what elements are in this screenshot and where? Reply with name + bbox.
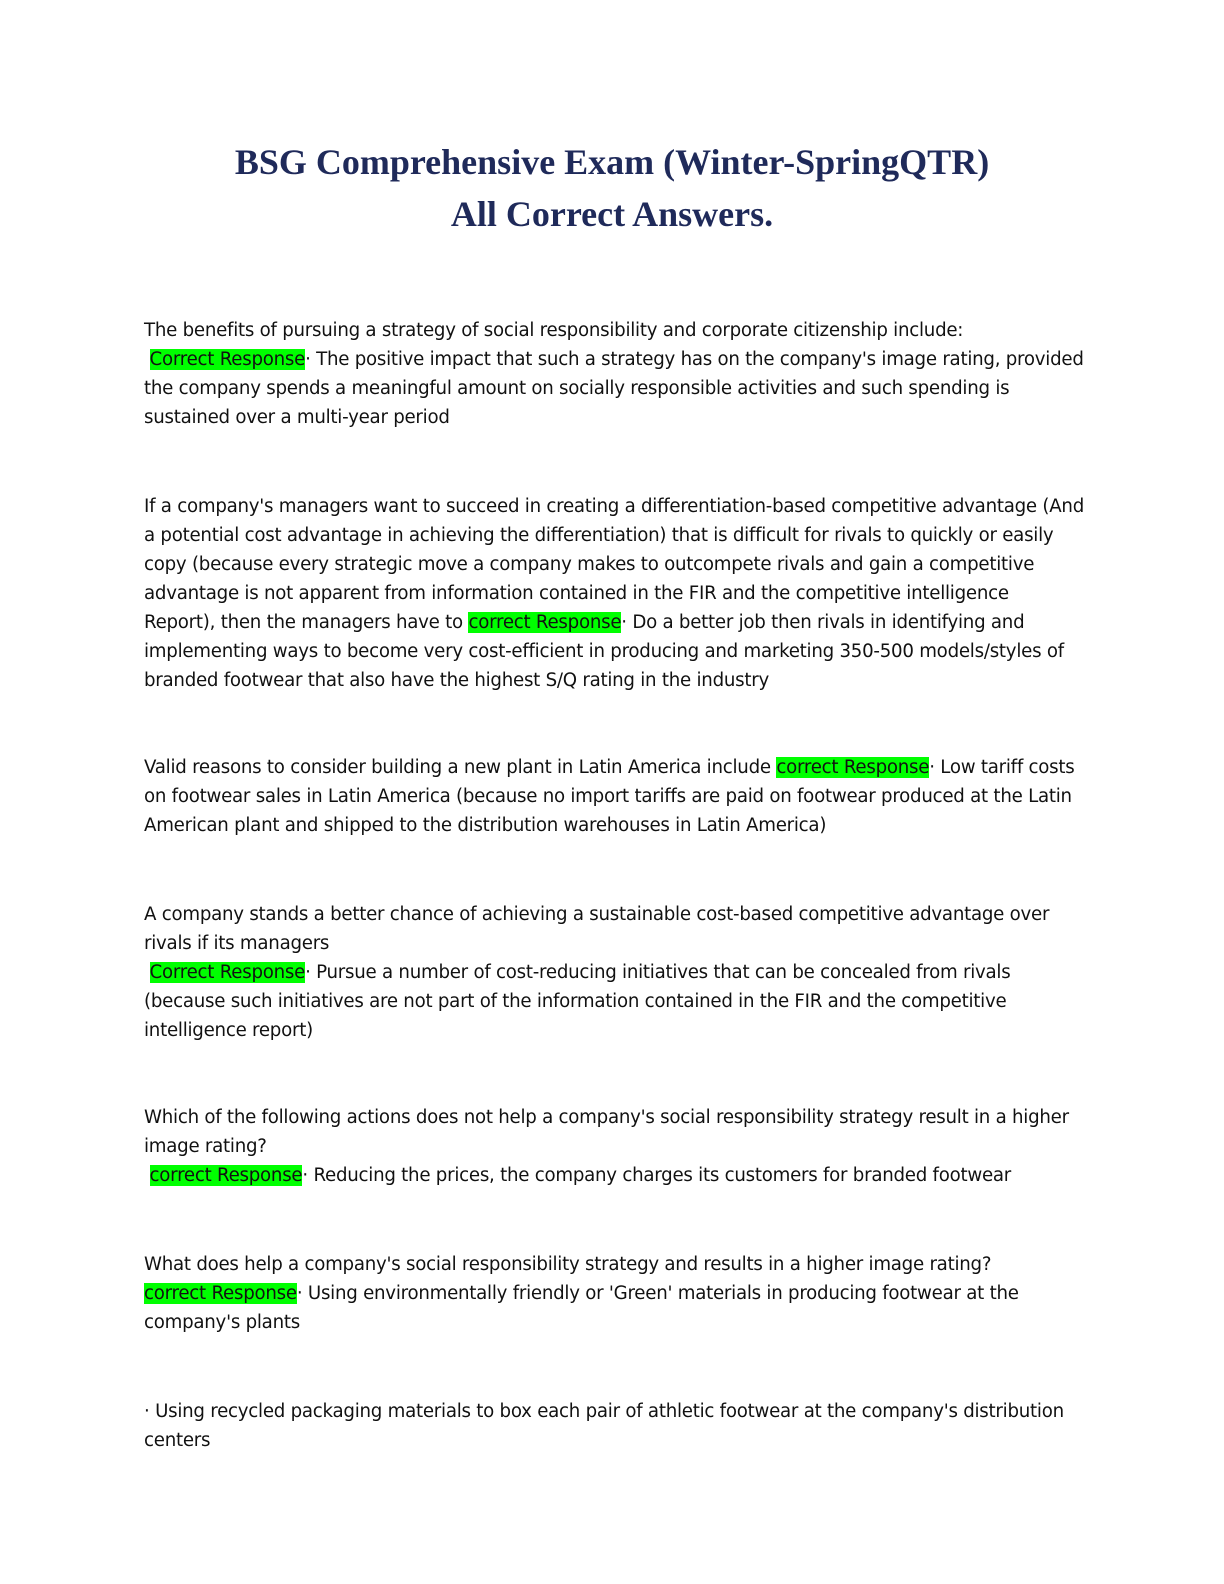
answer-text: · Low tariff costs on footwear sales in Latin America (because no import tariffs are paid on footwear produced at the Latin American plant and shipped to the distribution warehouses in Latin America) [144, 757, 1075, 836]
qa-item-1 [144, 316, 1084, 432]
question-text: If a company's managers want to succeed in creating a differentiation-based competitive advantage (And a potential cost advantage in achieving the differentiation) that is difficult for rivals to quickly or easily copy (because every strategic move a company makes to outcompete rivals and gain a competitive advantage is not apparent from information contained in the FIR and the competitive intelligence Report), then the managers have to [144, 496, 1085, 633]
question-text: Which of the following actions does not help a company's social responsibility strategy result in a higher image rating? [144, 1107, 1069, 1157]
correct-response-label: correct Response [468, 612, 622, 633]
qa-item-5 [144, 1103, 1084, 1190]
qa-item-3 [144, 753, 1084, 840]
question-text: A company stands a better chance of achieving a sustainable cost-based competitive advantage over rivals if its managers [144, 904, 1050, 954]
correct-response-label: Correct Response [149, 962, 306, 983]
title-line-2: All Correct Answers. [450, 194, 774, 234]
correct-response-label: correct Response [776, 757, 930, 778]
answer-text: · The positive impact that such a strategy has on the company's image rating, provided the company spends a meaningful amount on socially responsible activities and such spending is sustained over a multi-year period [144, 349, 1084, 428]
answer-text: · Pursue a number of cost-reducing initiatives that can be concealed from rivals (because such initiatives are not part of the information contained in the FIR and the competitive intelligence report) [144, 962, 1011, 1041]
question-text: Valid reasons to consider building a new plant in Latin America include [144, 757, 771, 778]
title-line-1: BSG Comprehensive Exam (Winter-SpringQTR) [234, 142, 990, 182]
question-text: What does help a company's social responsibility strategy and results in a higher image rating? [144, 1254, 992, 1275]
correct-response-label: Correct Response [149, 349, 306, 370]
bullet-text: · Using recycled packaging materials to box each pair of athletic footwear at the company's distribution centers [144, 1401, 1064, 1451]
question-text: The benefits of pursuing a strategy of social responsibility and corporate citizenship include: [144, 320, 964, 341]
correct-response-label: correct Response [149, 1165, 303, 1186]
correct-response-label: correct Response [144, 1283, 297, 1304]
qa-item-7 [144, 1397, 1084, 1455]
document-title [0, 136, 1224, 240]
answer-text: · Reducing the prices, the company charges its customers for branded footwear [302, 1165, 1012, 1186]
qa-item-6 [144, 1250, 1084, 1337]
answer-text: · Using environmentally friendly or 'Green' materials in producing footwear at the company's plants [144, 1283, 1019, 1333]
answer-text: · Do a better job then rivals in identifying and implementing ways to become very cost-efficient in producing and marketing 350-500 models/styles of branded footwear that also have the highest S/Q rating in the industry [144, 612, 1064, 691]
qa-item-2 [144, 492, 1084, 695]
qa-item-4 [144, 900, 1084, 1045]
